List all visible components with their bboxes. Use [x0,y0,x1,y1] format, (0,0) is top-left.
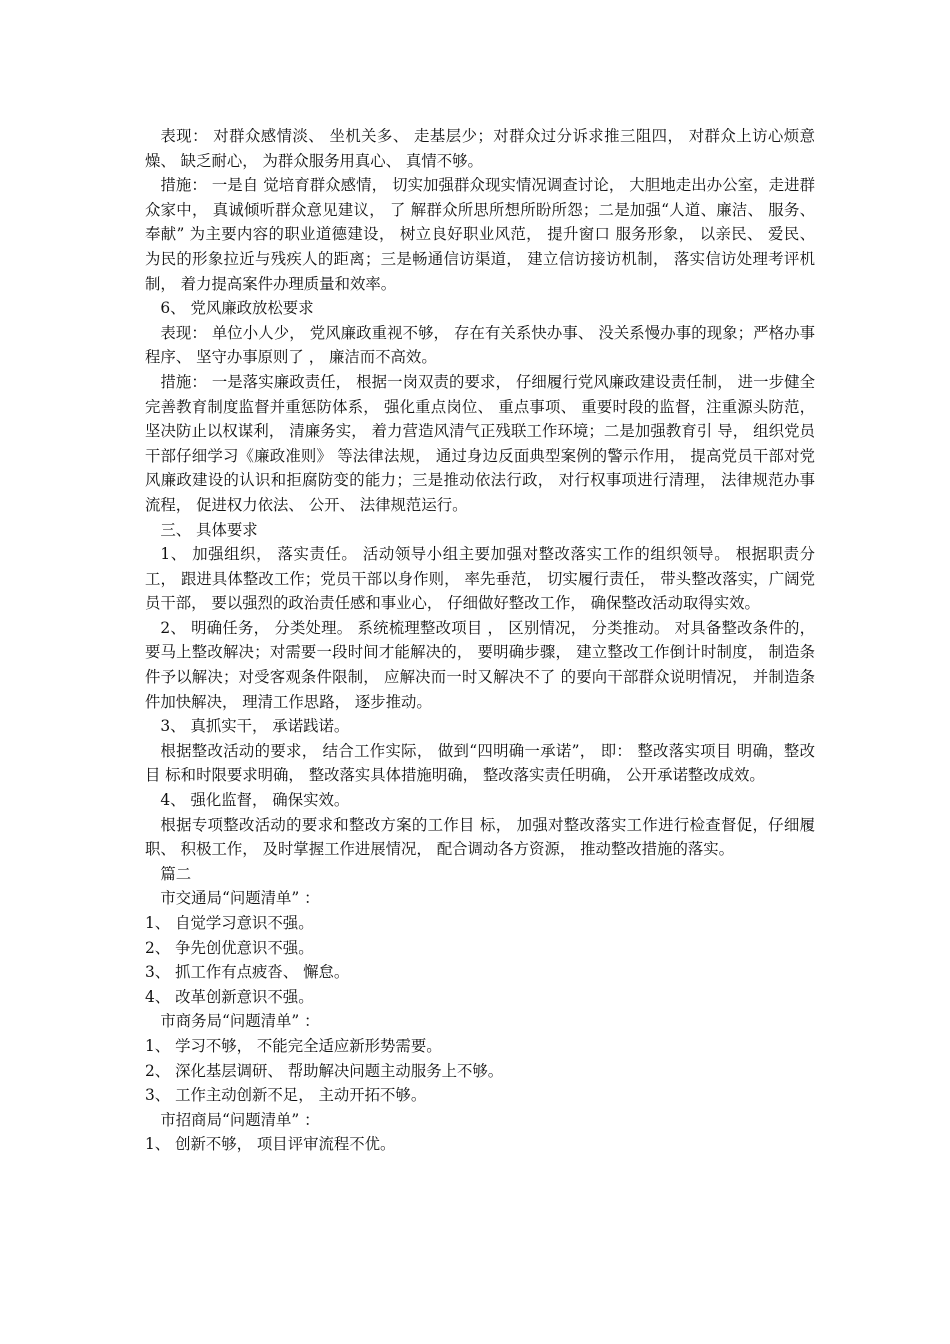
list-item: 3、 工作主动创新不足， 主动开拓不够。 [145,1086,427,1105]
list-item: 1、 自觉学习意识不强。 [145,914,314,932]
part-two-heading: 篇二 [160,864,192,883]
paragraph-biaoxian-1: 表现： 对群众感情淡、 坐机关多、 走基层少；对群众过分诉求推三阻四， 对群众上访心烦意燥、 缺乏耐心， 为群众服务用真心、 真情不够。 [145,127,815,170]
paragraph-biaoxian-2: 表现： 单位小人少， 党风廉政重视不够， 存在有关系快办事、 没关系慢办事的现象；严格办事程序、 坚守办事原则了 ， 廉洁而不高效。 [145,323,815,367]
paragraph-requirement-4-body: 根据专项整改活动的要求和整改方案的工作目 标， 加强对整改落实工作进行检查督促，仔细履职、 积极工作， 及时掌握工作进展情况， 配合调动各方资源， 推动整改措施的落实。 [145,815,815,859]
requirement-heading-3: 3、 真抓实干， 承诺践诺。 [160,717,350,736]
list-item: 2、 争先创优意识不强。 [145,938,314,957]
section-heading-3: 三、 具体要求 [160,520,258,539]
list-item: 2、 深化基层调研、 帮助解决问题主动服务上不够。 [145,1061,504,1080]
commerce-bureau-heading: 市商务局“问题清单” ： [160,1012,320,1031]
paragraph-requirement-2: 2、 明确任务， 分类处理。 系统梳理整改项目 ， 区别情况， 分类推动。 对具备整改条件的， 要马上整改解决；对需要一段时间才能解决的， 要明确步骤， 建立整改工作倒计时制度， 制造条件予以解决；对受客观条件限制， 应解决而一时又解决不了 的要向干部群众说明情况， 并制造条件加快解决， 理清工作思路， 逐步推动。 [145,618,815,711]
investment-bureau-heading: 市招商局“问题清单” ： [160,1110,320,1129]
paragraph-cuoshi-2: 措施： 一是落实廉政责任， 根据一岗双责的要求， 仔细履行党风廉政建设责任制， 进一步健全完善教育制度监督并重惩防体系， 强化重点岗位、 重点事项、 重要时段的监督，注重源头防范， 坚决防止以权谋利， 清廉务实， 着力营造风清气正残联工作环境；二是加强教育引 导， 组织党员干部仔细学习《廉政准则》 等法律法规， 通过身边反面典型案例的警示作用， 提高党员干部对党风廉政建设的认识和拒腐防变的能力；三是推动依法行政， 对行权事项进行清理， 法律规范办事流程， 促进权力依法、 公开、 法律规范运行。 [145,372,815,514]
list-item: 1、 创新不够， 项目评审流程不优。 [145,1135,396,1154]
paragraph-requirement-1: 1、 加强组织， 落实责任。 活动领导小组主要加强对整改落实工作的组织领导。 根据职责分工， 跟进具体整改工作；党员干部以身作则， 率先垂范， 切实履行责任， 带头整改落实，广阔党员干部， 要以强烈的政治责任感和事业心， 仔细做好整改工作， 确保整改活动取得实效。 [145,545,815,613]
paragraph-cuoshi-1: 措施： 一是自 觉培育群众感情， 切实加强群众现实情况调查讨论， 大胆地走出办公室，走进群众家中， 真诚倾听群众意见建议， 了 解群众所思所想所盼所怨；二是加强“人道、廉洁、 服务、 奉献” 为主要内容的职业道德建设， 树立良好职业风范， 提升窗口 服务形象， 以亲民、 爱民、 为民的形象拉近与残疾人的距离；三是畅通信访渠道， 建立信访接访机制， 落实信访处理考评机制， 着力提高案件办理质量和效率。 [145,176,815,293]
paragraph-requirement-3-body: 根据整改活动的要求， 结合工作实际， 做到“四明确一承诺”， 即： 整改落实项目 明确，整改目 标和时限要求明确， 整改落实具体措施明确， 整改落实责任明确， 公开承诺整改成效。 [145,741,815,785]
requirement-heading-4: 4、 强化监督， 确保实效。 [160,791,350,810]
list-item: 3、 抓工作有点疲沓、 懈怠。 [145,963,350,982]
transport-bureau-heading: 市交通局“问题清单” ： [160,889,320,908]
section-heading-6: 6、 党风廉政放松要求 [160,299,314,318]
list-item: 1、 学习不够， 不能完全适应新形势需要。 [145,1036,442,1055]
list-item: 4、 改革创新意识不强。 [145,987,314,1006]
document-body [145,124,815,1157]
